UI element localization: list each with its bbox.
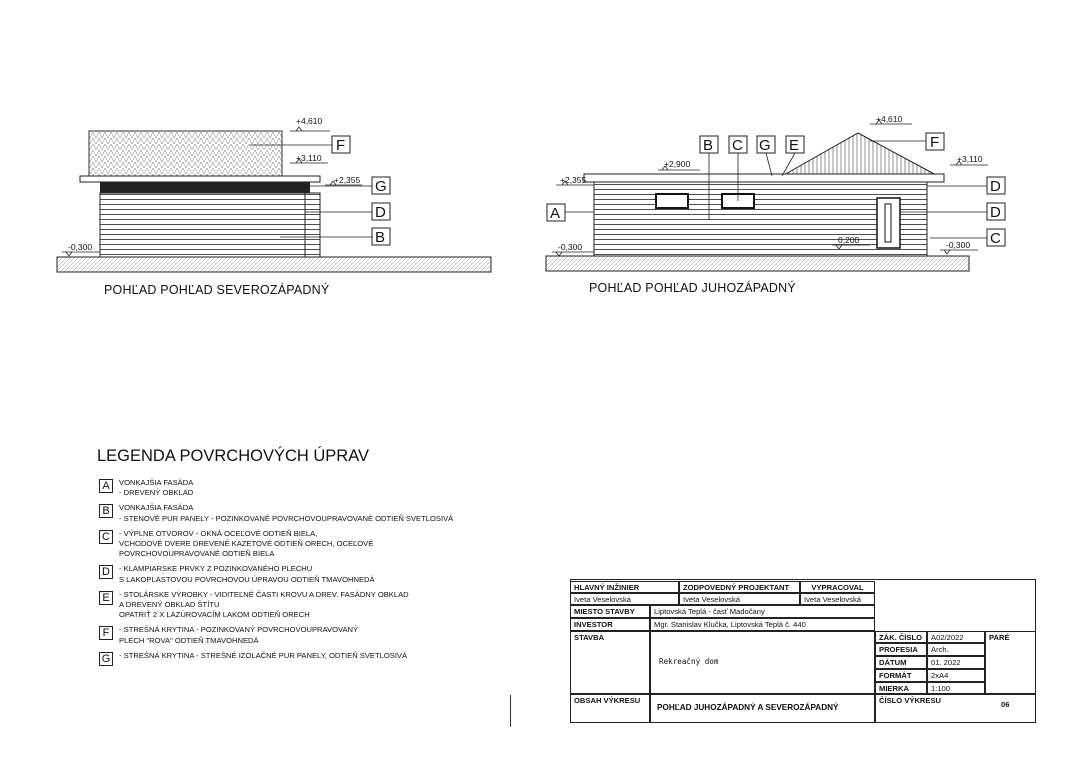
stavba-value: Rekreačný dom <box>650 631 875 694</box>
legend-letter: E <box>99 591 113 605</box>
tag-f: F <box>930 134 940 151</box>
tag-g: G <box>759 137 771 154</box>
legend-item-g <box>99 651 519 666</box>
tag-c: D <box>990 204 1001 221</box>
profesia-label: PROFESIA <box>875 643 927 656</box>
nw-level-4: -0,300 <box>68 242 93 252</box>
nw-tags <box>332 136 390 246</box>
investor-label: INVESTOR <box>570 618 650 631</box>
legend-letter: D <box>99 565 113 579</box>
hlavny-value: Iveta Veselovská <box>570 593 679 605</box>
nw-level-1: +4,610 <box>296 116 323 126</box>
legend-letter: B <box>99 504 113 518</box>
legend-list <box>99 478 519 671</box>
tag-g: G <box>375 178 387 195</box>
sw-level-7: -0,300 <box>946 240 971 250</box>
zodp-value: Iveta Veselovská <box>679 593 800 605</box>
obsah-label: OBSAH VÝKRESU <box>570 694 650 723</box>
datum-label: DÁTUM <box>875 656 927 669</box>
legend-letter: C <box>99 530 113 544</box>
legend-item-e <box>99 590 519 621</box>
nw-view-title: POHĽAD POHĽAD SEVEROZÁPADNÝ <box>104 283 330 297</box>
tag-d: D <box>375 204 386 221</box>
divider-line <box>510 695 511 727</box>
legend-item-d <box>99 564 519 584</box>
zak-value: A02/2022 <box>927 631 985 643</box>
legend-text: - VÝPLNE OTVOROV - OKNÁ OCEĽOVÉ ODTIEŇ BIELA, VCHODOVÉ DVERE DREVENÉ KAZETOVÉ ODTIEŇ ORECH, OCEĽOVÉ POVRCHOVOUPRAVOVANÉ ODTIEŇ BIELA <box>119 528 374 559</box>
elevation-drawings <box>0 0 1080 330</box>
legend-text: - STREŠNÁ KRYTINA - STREŠNÉ IZOLAČNÉ PUR PANELY, ODTIEŇ SVETLOSIVÁ <box>119 650 408 660</box>
nw-gutter <box>80 176 320 182</box>
nw-wall <box>100 193 320 257</box>
nw-fascia <box>100 182 310 193</box>
nw-level-2: +3,110 <box>296 153 322 163</box>
obsah-value: POHĽAD JUHOZÁPADNÝ A SEVEROZÁPADNÝ <box>650 694 875 723</box>
sw-eave <box>584 174 944 182</box>
sw-ground <box>546 256 969 271</box>
tag-c: C <box>732 137 743 154</box>
southwest-view <box>546 114 1005 271</box>
cislo-value: 06 <box>1001 700 1010 709</box>
northwest-view <box>57 116 491 272</box>
zodp-label: ZODPOVEDNÝ PROJEKTANT <box>679 581 800 593</box>
title-block <box>570 579 1036 723</box>
miesto-value: Liptovská Teplá - časť Madočany <box>650 605 875 618</box>
format-label: FORMÁT <box>875 669 927 682</box>
sw-gable <box>782 133 938 176</box>
sw-level-5: -0,300 <box>558 242 583 252</box>
legend-title: LEGENDA POVRCHOVÝCH ÚPRAV <box>97 447 370 465</box>
legend-letter: A <box>99 479 113 493</box>
legend-text: - STOLÁRSKE VÝROBKY - VIDITEĽNÉ ČASTI KROVU A DREV. FASÁDNY OBKLAD A DREVENÝ OBKLAD ŠTÍTU OPATRIŤ 2 X LAZÚROVACÍM LAKOM ODTIEŇ ORECH <box>119 589 409 620</box>
sw-level-4: +2,355 <box>560 175 587 185</box>
sw-level-2: +3,110 <box>957 154 983 164</box>
format-value: 2xA4 <box>927 669 985 682</box>
vypracoval-value: Iveta Veselovská <box>800 593 875 605</box>
tag-d: D <box>990 178 1001 195</box>
sw-view-title: POHĽAD POHĽAD JUHOZÁPADNÝ <box>589 281 796 295</box>
legend-text: - KLAMPIARSKE PRVKY Z POZINKOVANÉHO PLECHU S LAKOPLASTOVOU POVRCHOVOU ÚPRAVOU ODTIEŇ TMAVOHNEDÁ <box>119 564 375 584</box>
tag-b: B <box>375 229 386 246</box>
mierka-value: 1:100 <box>927 682 985 694</box>
sw-level-1: +4,610 <box>876 114 903 124</box>
cislo-label: ČÍSLO VÝKRESU <box>875 694 1036 723</box>
tag-d: A <box>550 205 561 222</box>
legend-letter: F <box>99 626 113 640</box>
nw-roof <box>89 131 282 176</box>
tag-b: B <box>703 137 714 154</box>
legend-item-b <box>99 503 519 523</box>
nw-ground <box>57 257 491 272</box>
nw-level-3: +2,355 <box>334 175 361 185</box>
legend-item-c <box>99 529 519 560</box>
stavba-label: STAVBA <box>570 631 650 694</box>
legend-letter: G <box>99 652 113 666</box>
vypracoval-label: VYPRACOVAL <box>800 581 875 593</box>
tag-a: C <box>990 230 1001 247</box>
profesia-value: Arch. <box>927 643 985 656</box>
sw-window-1 <box>656 194 688 208</box>
hlavny-label: HLAVNÝ INŽINIER <box>570 581 679 593</box>
legend-item-f <box>99 625 519 645</box>
mierka-label: MIERKA <box>875 682 927 694</box>
sw-level-6: 0,200 <box>838 235 860 245</box>
legend-item-a <box>99 478 519 498</box>
pare-label: PARÉ <box>985 631 1036 694</box>
legend-text: - STREŠNÁ KRYTINA - POZINKOVANÝ POVRCHOVOUPRAVOVANÝ PLECH "ROVA" ODTIEŇ TMAVOHNEDÁ <box>119 625 359 645</box>
tag-f: F <box>336 137 346 154</box>
legend-text: VONKAJŠIA FASÁDA - STENOVÉ PUR PANELY - POZINKOVANÉ POVRCHOVOUPRAVOVANÉ ODTIEŇ SVETLOSIVÁ <box>119 503 454 523</box>
miesto-label: MIESTO STAVBY <box>570 605 650 618</box>
tag-e: E <box>789 137 800 154</box>
datum-value: 01. 2022 <box>927 656 985 669</box>
zak-label: ZÁK. ČÍSLO <box>875 631 927 643</box>
sw-level-3: +2,900 <box>664 159 691 169</box>
legend-text: VONKAJŠIA FASÁDA - DREVENÝ OBKLAD <box>119 478 194 498</box>
investor-value: Mgr. Stanislav Klučka, Liptovská Teplá č. 440 <box>650 618 875 631</box>
